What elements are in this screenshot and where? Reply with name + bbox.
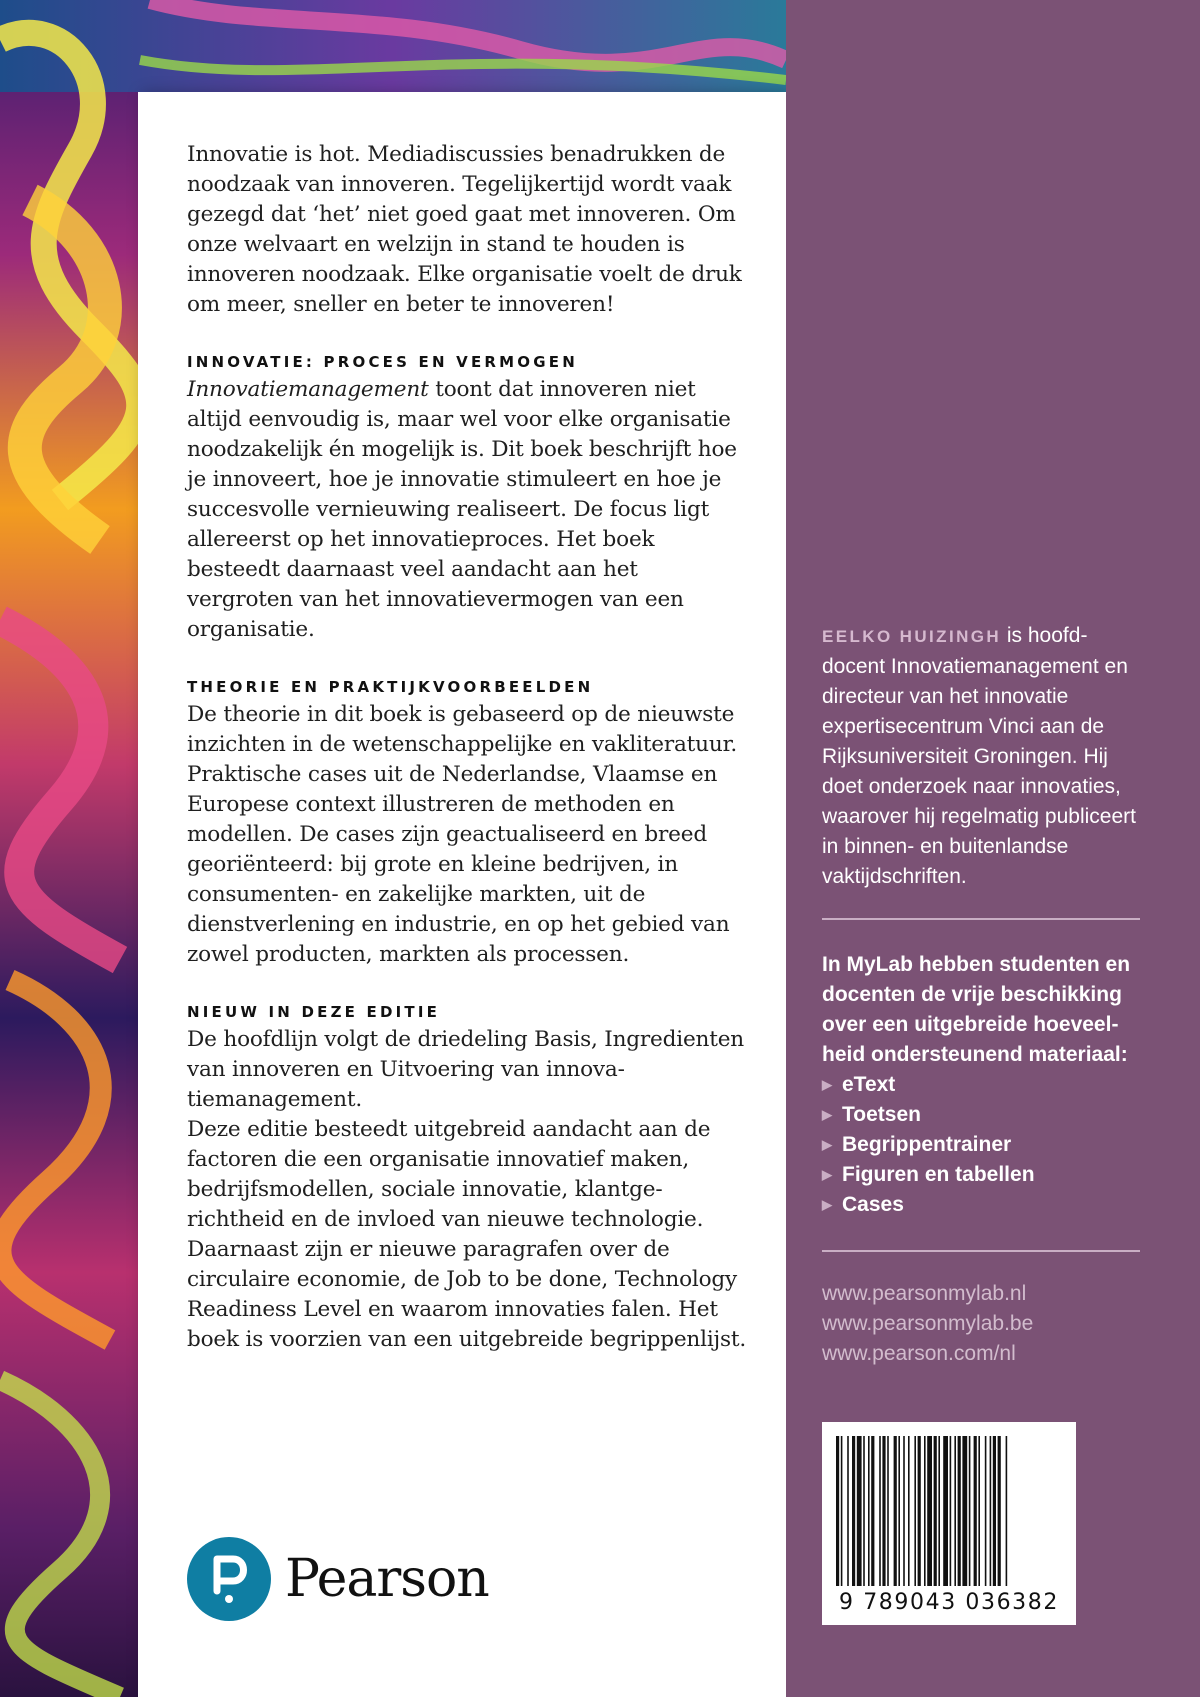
section-paragraph-theorie: De theorie in dit boek is gebaseerd op de nieuwste inzichten in de wetenschappelijke en vakliteratuur. Praktische cases uit de Nederlandse, Vlaamse en Europese context illustreren de methoden en modellen. De cases zijn geactualiseerd en breed georiënteerd: bij grote en kleine bedrijven, in consumenten- en zakelijke markten, uit de dienstverlening en industrie, en op het gebied van zowel producten, markten als processen. <box>187 702 737 967</box>
barcode-bar <box>852 1436 855 1586</box>
list-item-label: Begrippentrainer <box>842 1133 1012 1156</box>
barcode-bar <box>903 1436 905 1586</box>
barcode-bar <box>974 1436 977 1586</box>
triangle-bullet-icon: ▶ <box>822 1077 832 1092</box>
list-item <box>822 1100 1140 1130</box>
url-link[interactable]: www.pearsonmylab.nl <box>822 1282 1027 1305</box>
mylab-info <box>822 950 1140 1220</box>
mylab-prefix: In <box>822 953 847 976</box>
triangle-bullet-icon: ▶ <box>822 1197 832 1212</box>
list-item <box>822 1190 1140 1220</box>
barcode-bar <box>887 1436 889 1586</box>
blurb <box>187 140 747 1355</box>
barcode-bar <box>863 1436 865 1586</box>
barcode-bar <box>1006 1436 1008 1586</box>
barcode-bar <box>962 1436 967 1586</box>
mylab-brand: MyLab <box>846 953 914 976</box>
barcode-bar <box>882 1436 885 1586</box>
isbn-barcode <box>822 1422 1076 1625</box>
barcode-bar <box>841 1436 843 1586</box>
barcode-bar <box>998 1436 1001 1586</box>
barcode-bar <box>990 1436 992 1586</box>
section-paragraph-nieuw-1: De hoofdlijn volgt de driedeling Basis, Ingredienten van innoveren en Uitvoering van innovatiemanagement. <box>187 1027 745 1112</box>
barcode-bar <box>847 1436 849 1586</box>
barcode-bar <box>969 1436 971 1586</box>
author-bio <box>822 621 1140 892</box>
url-list <box>822 1279 1140 1369</box>
book-title-italic: Innovatiemanagement <box>187 377 429 402</box>
author-bio-text: is hoofddocent Innovatiemanagement en directeur van het innovatie expertisecentrum Vinci aan de Rijksuniversiteit Groningen. Hij doet onderzoek naar innovaties, waarover hij regelmatig publiceert in binnen- en buitenlandse vaktijdschriften. <box>822 624 1136 888</box>
pearson-logo <box>187 1533 489 1625</box>
mylab-intro <box>822 950 1140 1070</box>
url-link[interactable]: www.pearsonmylab.be <box>822 1312 1034 1335</box>
barcode-bar <box>993 1436 996 1586</box>
barcode-bar <box>938 1436 940 1586</box>
author-name: EELKO HUIZINGH <box>822 627 1002 646</box>
list-item <box>822 1160 1140 1190</box>
list-item-label: Cases <box>842 1193 904 1216</box>
barcode-bar <box>978 1436 980 1586</box>
barcode-bar <box>943 1436 948 1586</box>
barcode-bar <box>958 1436 961 1586</box>
mylab-list <box>822 1070 1140 1220</box>
barcode-bar <box>871 1436 874 1586</box>
section-heading-theorie: THEORIE EN PRAKTIJKVOORBEELDEN <box>187 678 594 696</box>
barcode-bar <box>950 1436 952 1586</box>
barcode-bar <box>934 1436 937 1586</box>
url-link[interactable]: www.pearson.com/nl <box>822 1342 1016 1365</box>
list-item-label: eText <box>842 1073 896 1096</box>
list-item-label: Toetsen <box>842 1103 921 1126</box>
barcode-bar <box>898 1436 900 1586</box>
triangle-bullet-icon: ▶ <box>822 1107 832 1122</box>
section-heading-nieuw: NIEUW IN DEZE EDITIE <box>187 1003 441 1021</box>
isbn-digits: 9 789043 036382 <box>839 1590 1059 1615</box>
section-paragraph-innovatie <box>187 375 747 645</box>
pearson-p-icon <box>187 1537 271 1621</box>
section-paragraph-nieuw-2: Deze editie besteedt uitgebreid aandacht aan de factoren die een organisatie innovatief maken, bedrijfsmodellen, sociale innovatie, klantgerichtheid en de invloed van nieuwe technologie. Daarnaast zijn er nieuwe paragrafen over de circulaire economie, de Job to be done, Technology Readiness Level en waarom innovaties falen. Het boek is voorzien van een uitgebreide begrippenlijst. <box>187 1117 747 1352</box>
barcode-bar <box>879 1436 881 1586</box>
barcode-bar <box>927 1436 932 1586</box>
barcode-bar <box>914 1436 916 1586</box>
intro-paragraph: Innovatie is hot. Mediadiscussies benadrukken de noodzaak van innoveren. Tegelijkertijd wordt vaak gezegd dat ‘het’ niet goed gaat met innoveren. Om onze welvaart en welzijn in stand te houden is innoveren noodzaak. Elke organisatie voelt de druk om meer, sneller en beter te innoveren! <box>187 142 742 317</box>
barcode-bar <box>924 1436 926 1586</box>
section-heading-innovatie: INNOVATIE: PROCES EN VERMOGEN <box>187 353 578 371</box>
triangle-bullet-icon: ▶ <box>822 1137 832 1152</box>
barcode-bar <box>857 1436 862 1586</box>
list-item <box>822 1070 1140 1100</box>
barcode-bar <box>908 1436 910 1586</box>
list-item <box>822 1130 1140 1160</box>
divider <box>822 1250 1140 1252</box>
barcode-bar <box>918 1436 921 1586</box>
pearson-wordmark: Pearson <box>285 1549 489 1609</box>
barcode-bar <box>985 1436 987 1586</box>
section1-text: toont dat innoveren niet altijd eenvoudig is, maar wel voor elke organisatie noodzakelijk én mogelijk is. Dit boek beschrijft hoe je innoveert, hoe je innovatie stimuleert en hoe je succesvolle vernieuwing realiseert. De focus ligt allereerst op het innovatieproces. Het boek besteedt daarnaast veel aandacht aan het vergroten van het innovatievermogen van een organisatie. <box>187 377 737 642</box>
barcode-bar <box>836 1436 839 1586</box>
barcode-bar <box>868 1436 870 1586</box>
divider <box>822 918 1140 920</box>
mylab-text: hebben studenten en docenten de vrije beschikking over een uitgebreide hoeveelheid ondersteunend materiaal: <box>822 953 1131 1066</box>
barcode-bar <box>954 1436 956 1586</box>
triangle-bullet-icon: ▶ <box>822 1167 832 1182</box>
barcode-bars <box>822 1422 1076 1590</box>
list-item-label: Figuren en tabellen <box>842 1163 1035 1186</box>
barcode-bar <box>894 1436 897 1586</box>
